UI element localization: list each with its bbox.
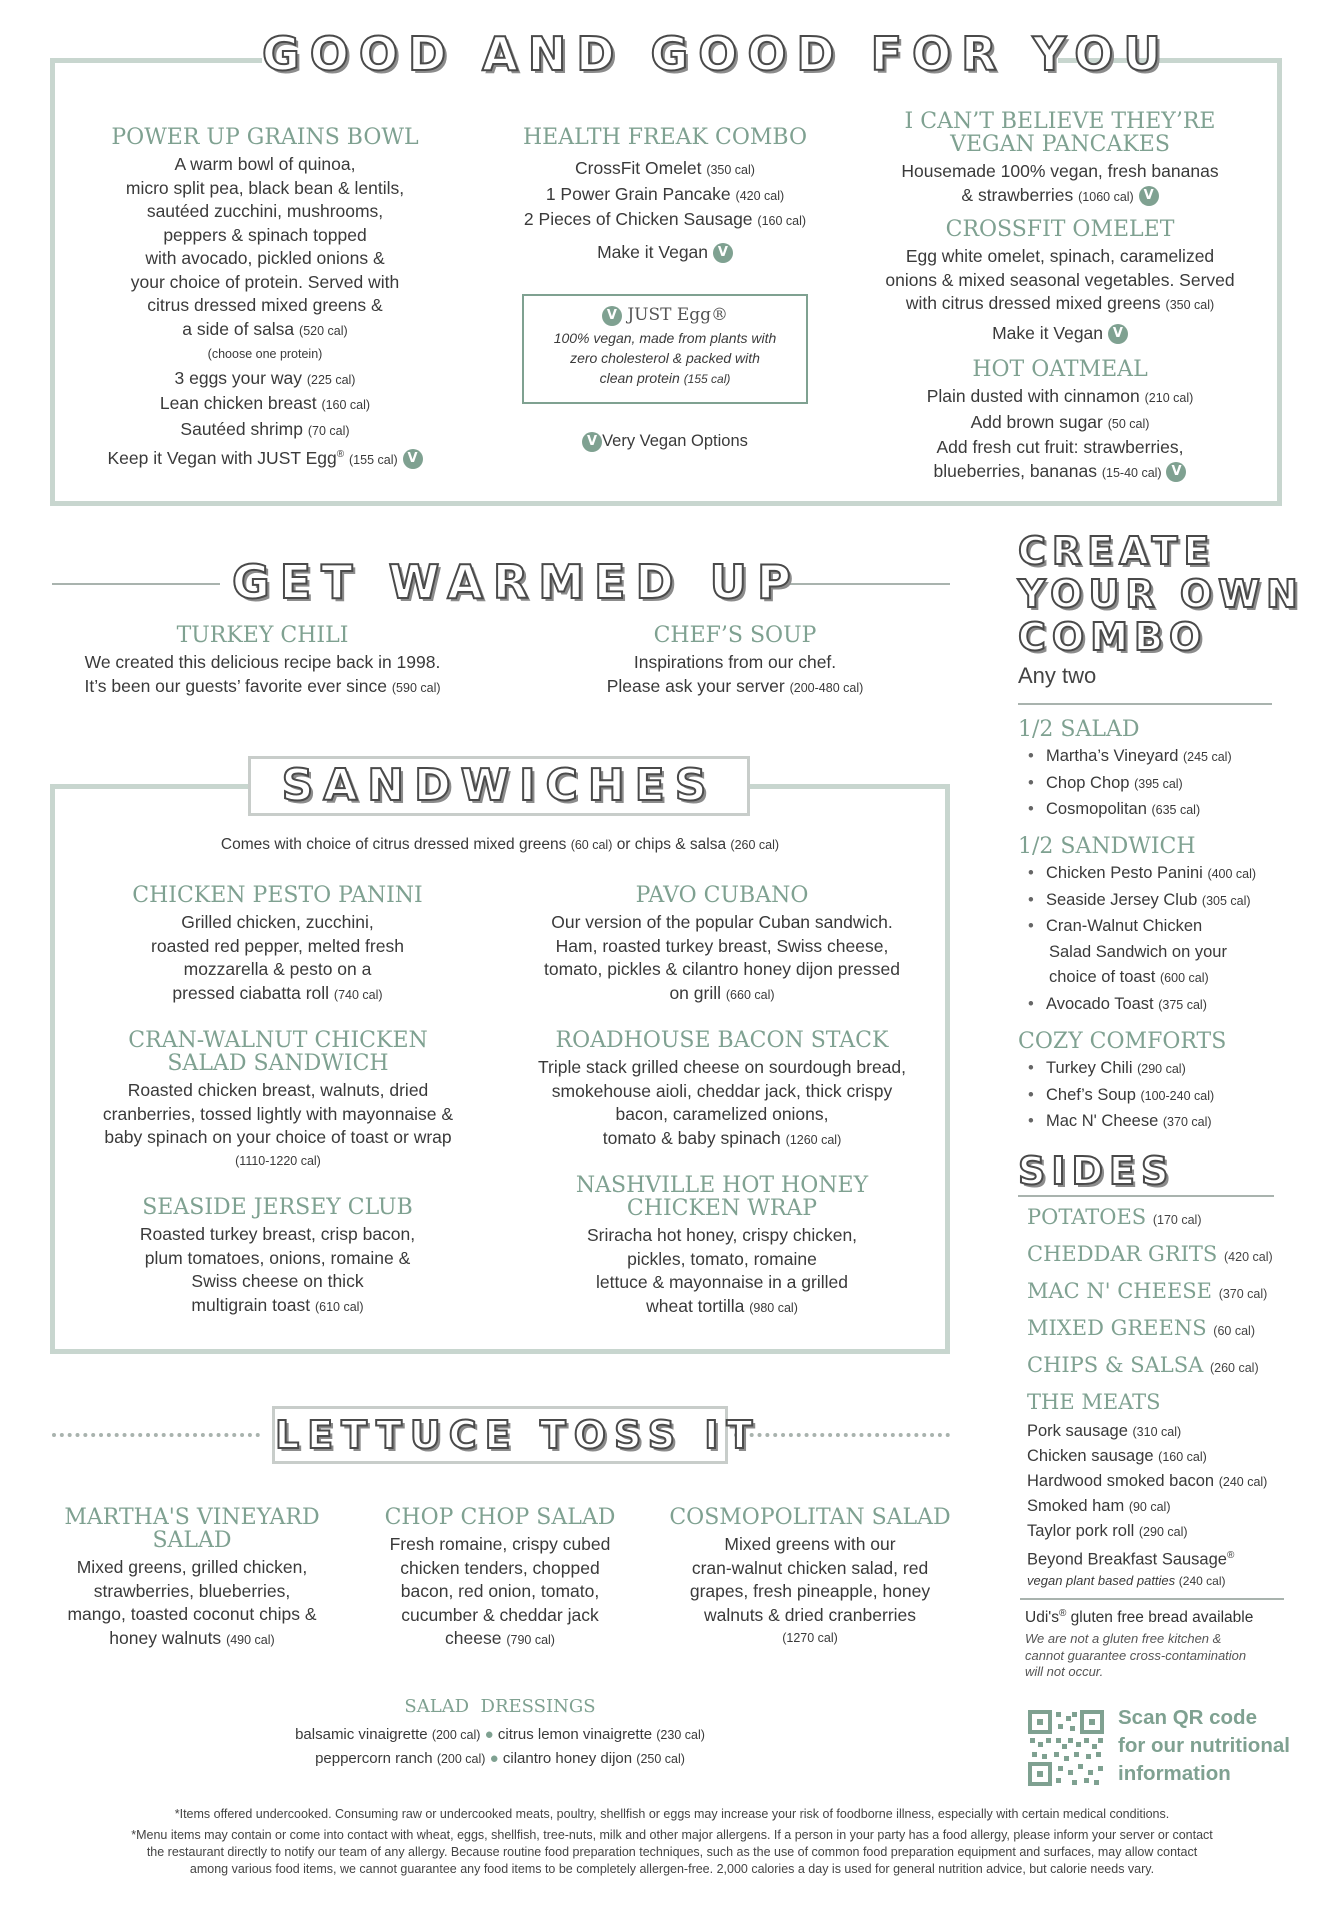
crossfit-title: CROSSFIT OMELET bbox=[945, 217, 1175, 242]
desc-line: sautéed zucchini, mushrooms, bbox=[146, 201, 384, 221]
list-item bbox=[1018, 888, 1318, 915]
sandwich-title: CHICKEN PESTO PANINI bbox=[132, 883, 423, 908]
footer-line: *Items offered undercooked. Consuming raw or undercooked meats, poultry, shellfish or eggs may increase your risk of foodborne illness, especially with certain medical conditions. bbox=[174, 1807, 1170, 1821]
registered-mark: ® bbox=[336, 449, 345, 460]
calorie-label: (375 cal) bbox=[1158, 997, 1207, 1012]
desc-line: cranberries, tossed lightly with mayonnaise & bbox=[102, 1103, 454, 1124]
calorie-label: (155 cal) bbox=[349, 452, 398, 467]
title-line: I CAN’T BELIEVE THEY’RE bbox=[904, 109, 1216, 134]
calorie-label: (350 cal) bbox=[1165, 298, 1215, 312]
desc-line: Ham, roasted turkey breast, Swiss cheese, bbox=[555, 935, 889, 956]
title-line: NASHVILLE HOT HONEY bbox=[575, 1173, 869, 1198]
desc-line: bacon, caramelized onions, bbox=[615, 1104, 829, 1124]
meat-name: Beyond Breakfast Sausage bbox=[1027, 1550, 1227, 1569]
combo-item: 1 Power Grain Pancake bbox=[545, 183, 731, 204]
desc-line: Roasted turkey breast, crisp bacon, bbox=[139, 1224, 416, 1244]
list-item bbox=[1018, 797, 1308, 824]
calorie-label: (370 cal) bbox=[1162, 1115, 1212, 1129]
pavo-cubano bbox=[512, 884, 932, 1007]
combo-divider bbox=[1018, 703, 1272, 705]
desc-line: Fresh romaine, crispy cubed bbox=[389, 1534, 611, 1554]
desc-line: Our version of the popular Cuban sandwich. bbox=[551, 912, 893, 932]
item-name: Chef’s Soup bbox=[1046, 1085, 1136, 1104]
title-line: SALAD bbox=[152, 1528, 232, 1553]
sandwiches-title: SANDWICHES bbox=[248, 756, 750, 816]
vegan-icon: V bbox=[713, 243, 733, 263]
calorie-label: (350 cal) bbox=[706, 163, 755, 177]
desc-line: plum tomatoes, onions, romaine & bbox=[144, 1247, 411, 1268]
sides-title: SIDES bbox=[1018, 1149, 1175, 1193]
title-line: VEGAN PANCAKES bbox=[950, 132, 1170, 157]
vegan-icon: V bbox=[403, 449, 423, 469]
dressing-item: peppercorn ranch bbox=[315, 1750, 433, 1767]
combo-subtitle: Any two bbox=[1018, 663, 1097, 688]
oatmeal-title: HOT OATMEAL bbox=[972, 357, 1148, 382]
just-egg-line: clean protein bbox=[599, 369, 680, 386]
desc-line: Housemade 100% vegan, fresh bananas bbox=[901, 161, 1219, 181]
desc-line: multigrain toast bbox=[191, 1294, 311, 1315]
sandwich-title bbox=[512, 1174, 932, 1220]
calorie-label: (400 cal) bbox=[1207, 867, 1257, 881]
just-egg-box bbox=[522, 294, 808, 404]
calorie-label: (60 cal) bbox=[570, 838, 613, 852]
desc-line: Grilled chicken, zucchini, bbox=[181, 912, 374, 932]
title-line: CRAN-WALNUT CHICKEN bbox=[128, 1028, 428, 1053]
desc-line: Sriracha hot honey, crispy chicken, bbox=[586, 1225, 858, 1245]
calorie-label: (635 cal) bbox=[1151, 803, 1201, 817]
half-salad-title: 1/2 SALAD bbox=[1018, 717, 1140, 742]
calorie-label: (15-40 cal) bbox=[1101, 465, 1162, 480]
calorie-label: (200 cal) bbox=[436, 1752, 486, 1766]
vegan-pancakes bbox=[865, 110, 1255, 209]
gluten-divider bbox=[1020, 1598, 1284, 1600]
gluten-line: We are not a gluten free kitchen & bbox=[1025, 1631, 1222, 1647]
combo-item: CrossFit Omelet bbox=[575, 158, 702, 178]
marthas-vineyard-salad bbox=[52, 1506, 332, 1652]
desc-line: smokehouse aioli, cheddar jack, thick crispy bbox=[551, 1080, 893, 1101]
calorie-label: (980 cal) bbox=[749, 1300, 798, 1315]
beyond-note: vegan plant based patties bbox=[1027, 1572, 1176, 1588]
desc-line: It’s been our guests’ favorite ever since bbox=[84, 675, 387, 696]
turkey-chili bbox=[60, 624, 465, 700]
salad-title bbox=[52, 1506, 332, 1552]
just-egg-line: zero cholesterol & packed with bbox=[570, 349, 760, 366]
power-up-grains-bowl bbox=[85, 126, 445, 472]
calorie-label: (160 cal) bbox=[757, 214, 807, 228]
chicken-pesto-panini bbox=[75, 884, 480, 1007]
desc-line: wheat tortilla bbox=[646, 1295, 745, 1316]
list-item bbox=[1018, 992, 1318, 1019]
footer-disclaimers bbox=[40, 1806, 1304, 1878]
lettuce-divider-right bbox=[734, 1433, 950, 1437]
hot-oatmeal bbox=[865, 358, 1255, 485]
calorie-label: (230 cal) bbox=[656, 1728, 705, 1742]
chefs-soup bbox=[530, 624, 940, 700]
gluten-title: gluten free bread available bbox=[1066, 1609, 1254, 1627]
desc-line: Please ask your server bbox=[606, 675, 785, 696]
intro-text: or chips & salsa bbox=[616, 836, 727, 853]
power-up-title: POWER UP GRAINS BOWL bbox=[111, 125, 419, 150]
desc-line: bacon, red onion, tomato, bbox=[400, 1581, 600, 1601]
very-vegan-legend bbox=[540, 430, 790, 454]
qr-caption-line: Scan QR code bbox=[1118, 1706, 1257, 1729]
desc-line: on grill bbox=[669, 982, 722, 1003]
desc-line: Roasted chicken breast, walnuts, dried bbox=[127, 1080, 429, 1100]
meat-item bbox=[1027, 1519, 1327, 1544]
just-egg-line: 100% vegan, made from plants with bbox=[553, 329, 777, 346]
make-vegan-label: Make it Vegan bbox=[992, 322, 1104, 343]
desc-line: roasted red pepper, melted fresh bbox=[151, 935, 404, 956]
just-egg-title: JUST Egg® bbox=[627, 305, 729, 325]
salad-dressings bbox=[200, 1696, 800, 1771]
title-line: COMBO bbox=[1018, 615, 1208, 659]
calorie-label: (610 cal) bbox=[314, 1299, 364, 1314]
desc-line: Plain dusted with cinnamon bbox=[926, 386, 1140, 406]
protein-option: Lean chicken breast bbox=[159, 393, 317, 413]
cozy-comforts bbox=[1018, 1030, 1318, 1136]
list-item bbox=[1018, 861, 1318, 888]
calorie-label: (240 cal) bbox=[1178, 1573, 1226, 1588]
vegan-icon: V bbox=[582, 432, 602, 452]
item-name: Seaside Jersey Club bbox=[1046, 890, 1198, 909]
calorie-label: (590 cal) bbox=[391, 680, 441, 695]
calorie-label: (260 cal) bbox=[730, 838, 780, 852]
qr-caption-line: information bbox=[1118, 1762, 1231, 1785]
make-vegan-label: Make it Vegan bbox=[597, 241, 709, 262]
item-name: choice of toast bbox=[1049, 968, 1156, 986]
calorie-label: (490 cal) bbox=[226, 1632, 275, 1647]
seaside-jersey-club bbox=[75, 1196, 480, 1319]
calorie-label: (245 cal) bbox=[1182, 750, 1232, 764]
list-item bbox=[1018, 771, 1308, 798]
calorie-label: (250 cal) bbox=[636, 1752, 685, 1766]
registered-mark: ® bbox=[1226, 1550, 1235, 1561]
footer-line: the restaurant directly to notify our team of any allergy. Because routine food preparation techniques, such as the use of common food preparation equipment and surfaces, may allow contact bbox=[146, 1845, 1198, 1859]
desc-line: Add fresh cut fruit: strawberries, bbox=[936, 437, 1184, 457]
calorie-label: (1270 cal) bbox=[782, 1631, 838, 1645]
desc-line: We created this delicious recipe back in 1998. bbox=[84, 652, 441, 672]
cran-walnut-chicken-salad-sandwich bbox=[68, 1029, 488, 1173]
calorie-label: (740 cal) bbox=[333, 987, 383, 1002]
calorie-label: (1110-1220 cal) bbox=[235, 1153, 321, 1168]
vegan-icon: V bbox=[1166, 462, 1186, 482]
desc-line: mozzarella & pesto on a bbox=[183, 959, 372, 979]
desc-line: Swiss cheese on thick bbox=[191, 1271, 364, 1291]
side-name: CHEDDAR GRITS bbox=[1027, 1242, 1218, 1266]
item-name: Avocado Toast bbox=[1046, 994, 1154, 1013]
calorie-label: (520 cal) bbox=[299, 323, 348, 338]
calorie-label: (170 cal) bbox=[1152, 1213, 1202, 1227]
desc-line: with avocado, pickled onions & bbox=[145, 248, 385, 268]
calorie-label: (1260 cal) bbox=[785, 1132, 842, 1147]
desc-line: peppers & spinach topped bbox=[163, 224, 367, 245]
item-name: Salad Sandwich on your bbox=[1049, 942, 1227, 961]
desc-line: cucumber & cheddar jack bbox=[401, 1604, 599, 1625]
calorie-label: (90 cal) bbox=[1128, 1500, 1171, 1514]
desc-line: Add brown sugar bbox=[970, 411, 1103, 432]
turkey-chili-title: TURKEY CHILI bbox=[176, 623, 349, 648]
crossfit-omelet bbox=[865, 218, 1255, 345]
warm-divider-right bbox=[778, 583, 950, 585]
calorie-label: (60 cal) bbox=[1213, 1324, 1255, 1338]
desc-line: Mixed greens with our bbox=[724, 1534, 896, 1554]
vegan-icon: V bbox=[1139, 186, 1159, 206]
item-name: Cosmopolitan bbox=[1046, 800, 1147, 818]
choose-protein-note: (choose one protein) bbox=[207, 347, 323, 361]
meat-item bbox=[1027, 1469, 1327, 1494]
gluten-free-note bbox=[1025, 1608, 1305, 1681]
cozy-comforts-title: COZY COMFORTS bbox=[1018, 1029, 1227, 1054]
desc-line: mango, toasted coconut chips & bbox=[67, 1604, 317, 1624]
meat-name: Pork sausage bbox=[1027, 1422, 1128, 1440]
desc-line: & strawberries bbox=[961, 184, 1074, 205]
protein-option: Sautéed shrimp bbox=[180, 418, 303, 439]
vegan-pancakes-title bbox=[865, 110, 1255, 156]
item-name: Chicken Pesto Panini bbox=[1046, 864, 1203, 882]
very-vegan-label: Very Vegan Options bbox=[602, 432, 748, 450]
desc-line: strawberries, blueberries, bbox=[93, 1580, 291, 1601]
calorie-label: (305 cal) bbox=[1201, 893, 1251, 908]
calorie-label: (260 cal) bbox=[1209, 1361, 1259, 1375]
calorie-label: (200 cal) bbox=[431, 1728, 481, 1742]
meat-item bbox=[1027, 1494, 1327, 1519]
desc-line: honey walnuts bbox=[109, 1627, 222, 1648]
calorie-label: (70 cal) bbox=[307, 423, 350, 438]
calorie-label: (155 cal) bbox=[683, 371, 731, 386]
calorie-label: (600 cal) bbox=[1160, 971, 1209, 985]
qr-caption bbox=[1118, 1704, 1318, 1788]
sandwich-title bbox=[68, 1029, 488, 1075]
title-line: SALAD SANDWICH bbox=[167, 1051, 389, 1076]
salad-title: CHOP CHOP SALAD bbox=[384, 1505, 616, 1530]
desc-line: your choice of protein. Served with bbox=[130, 271, 400, 292]
desc-line: baby spinach on your choice of toast or wrap bbox=[104, 1127, 452, 1147]
list-item bbox=[1018, 914, 1318, 992]
desc-line: pressed ciabatta roll bbox=[172, 982, 330, 1003]
sides-list bbox=[1027, 1200, 1327, 1590]
calorie-label: (200-480 cal) bbox=[789, 680, 864, 695]
meat-name: Taylor pork roll bbox=[1027, 1522, 1135, 1540]
dressing-item: cilantro honey dijon bbox=[502, 1750, 633, 1767]
registered-mark: ® bbox=[1058, 1608, 1067, 1619]
side-name: MAC N' CHEESE bbox=[1027, 1279, 1212, 1303]
nashville-hot-honey-chicken-wrap bbox=[512, 1174, 932, 1320]
side-name: CHIPS & SALSA bbox=[1027, 1353, 1204, 1377]
meat-item bbox=[1027, 1444, 1327, 1469]
desc-line: lettuce & mayonnaise in a grilled bbox=[596, 1272, 848, 1292]
title-line: MARTHA'S VINEYARD bbox=[64, 1505, 320, 1530]
side-item bbox=[1027, 1348, 1327, 1385]
list-item bbox=[1018, 744, 1308, 771]
combo-item: 2 Pieces of Chicken Sausage bbox=[523, 209, 753, 229]
dressing-item: balsamic vinaigrette bbox=[295, 1726, 428, 1743]
desc-line: tomato, pickles & cilantro honey dijon pressed bbox=[543, 959, 901, 979]
side-name: POTATOES bbox=[1027, 1205, 1147, 1229]
item-name: Mac N' Cheese bbox=[1046, 1112, 1159, 1130]
chefs-soup-title: CHEF’S SOUP bbox=[653, 623, 817, 648]
side-item bbox=[1027, 1200, 1327, 1237]
qr-caption-line: for our nutritional bbox=[1118, 1734, 1290, 1757]
vegan-icon: V bbox=[1108, 324, 1128, 344]
warm-section-title: GET WARMED UP bbox=[232, 555, 801, 609]
calorie-label: (100-240 cal) bbox=[1140, 1088, 1215, 1103]
side-name: MIXED GREENS bbox=[1027, 1316, 1207, 1340]
desc-line: chicken tenders, chopped bbox=[400, 1557, 600, 1578]
sandwich-title: SEASIDE JERSEY CLUB bbox=[142, 1195, 413, 1220]
calorie-label: (50 cal) bbox=[1107, 416, 1150, 431]
desc-line: Mixed greens, grilled chicken, bbox=[76, 1557, 308, 1577]
desc-line: grapes, fresh pineapple, honey bbox=[689, 1581, 931, 1601]
sandwiches-intro bbox=[60, 833, 940, 858]
calorie-label: (210 cal) bbox=[1144, 391, 1194, 405]
meat-item bbox=[1027, 1544, 1327, 1572]
item-name: Martha’s Vineyard bbox=[1046, 747, 1179, 765]
power-up-description bbox=[85, 153, 445, 472]
sandwich-title: ROADHOUSE BACON STACK bbox=[555, 1028, 889, 1053]
desc-line: a side of salsa bbox=[182, 318, 295, 339]
item-name: Chop Chop bbox=[1046, 773, 1130, 792]
protein-option: Keep it Vegan with JUST Egg bbox=[107, 447, 337, 468]
desc-line: pickles, tomato, romaine bbox=[627, 1248, 817, 1269]
gluten-line: cannot guarantee cross-contamination bbox=[1025, 1647, 1247, 1663]
desc-line: blueberries, bananas bbox=[933, 460, 1097, 481]
calorie-label: (420 cal) bbox=[735, 188, 785, 203]
side-item bbox=[1027, 1237, 1327, 1274]
sides-divider bbox=[1018, 1195, 1274, 1197]
meat-name: Hardwood smoked bacon bbox=[1027, 1472, 1215, 1490]
chop-chop-salad bbox=[365, 1506, 635, 1653]
list-item bbox=[1018, 1056, 1318, 1083]
item-name: • Cran-Walnut Chicken bbox=[1046, 917, 1203, 935]
intro-text: Comes with choice of citrus dressed mixed greens bbox=[220, 836, 567, 853]
calorie-label: (420 cal) bbox=[1224, 1250, 1273, 1264]
desc-line: A warm bowl of quinoa, bbox=[174, 154, 356, 174]
desc-line: citrus dressed mixed greens & bbox=[147, 295, 383, 315]
calorie-label: (290 cal) bbox=[1138, 1525, 1188, 1539]
create-combo-title bbox=[1018, 530, 1304, 659]
desc-line: tomato & baby spinach bbox=[602, 1127, 781, 1148]
calorie-label: (310 cal) bbox=[1132, 1425, 1182, 1439]
calorie-label: (160 cal) bbox=[1158, 1450, 1207, 1464]
meats-title: THE MEATS bbox=[1027, 1390, 1161, 1414]
desc-line: Inspirations from our chef. bbox=[633, 652, 837, 672]
qr-code-icon[interactable] bbox=[1028, 1710, 1104, 1786]
salad-title: COSMOPOLITAN SALAD bbox=[669, 1505, 951, 1530]
list-item bbox=[1018, 1109, 1318, 1136]
footer-line: among various food items, we cannot guarantee any food items to be completely allergen-free. 2,000 calories a day is used for general nutrition advice, but calorie needs vary. bbox=[189, 1862, 1155, 1876]
gluten-title: Udi's bbox=[1025, 1609, 1059, 1627]
desc-line: cheese bbox=[445, 1628, 502, 1648]
calorie-label: (370 cal) bbox=[1218, 1287, 1268, 1301]
calorie-label: (160 cal) bbox=[321, 398, 371, 412]
dressing-item: citrus lemon vinaigrette bbox=[497, 1726, 653, 1743]
desc-line: walnuts & dried cranberries bbox=[703, 1604, 917, 1625]
desc-line: with citrus dressed mixed greens bbox=[905, 293, 1161, 313]
lettuce-divider-left bbox=[52, 1433, 260, 1437]
meat-name: Chicken sausage bbox=[1027, 1447, 1154, 1465]
meat-item bbox=[1027, 1419, 1327, 1444]
bullet-separator: ● bbox=[484, 1726, 494, 1743]
half-salad bbox=[1018, 718, 1308, 824]
title-line: CHICKEN WRAP bbox=[626, 1196, 818, 1221]
desc-line: onions & mixed seasonal vegetables. Served bbox=[885, 269, 1235, 290]
gluten-line: will not occur. bbox=[1025, 1664, 1104, 1680]
meat-name: Smoked ham bbox=[1027, 1497, 1125, 1515]
title-line: YOUR OWN bbox=[1018, 572, 1304, 616]
bullet-separator: ● bbox=[489, 1750, 499, 1767]
health-freak-combo bbox=[500, 126, 830, 264]
calorie-label: (240 cal) bbox=[1218, 1475, 1268, 1489]
dressings-title: SALAD DRESSINGS bbox=[404, 1696, 596, 1717]
side-item bbox=[1027, 1274, 1327, 1311]
desc-line: cran-walnut chicken salad, red bbox=[691, 1557, 929, 1578]
desc-line: Triple stack grilled cheese on sourdough bread, bbox=[537, 1057, 907, 1077]
item-name: Turkey Chili bbox=[1046, 1059, 1133, 1077]
cosmopolitan-salad bbox=[660, 1506, 960, 1651]
protein-option: 3 eggs your way bbox=[174, 367, 302, 388]
list-item bbox=[1018, 1083, 1318, 1110]
calorie-label: (395 cal) bbox=[1134, 776, 1183, 791]
calorie-label: (225 cal) bbox=[306, 372, 356, 387]
desc-line: Egg white omelet, spinach, caramelized bbox=[905, 246, 1215, 266]
roadhouse-bacon-stack bbox=[512, 1029, 932, 1152]
title-line: CREATE bbox=[1018, 529, 1216, 573]
calorie-label: (290 cal) bbox=[1137, 1062, 1186, 1076]
calorie-label: (1060 cal) bbox=[1078, 189, 1134, 204]
health-freak-title: HEALTH FREAK COMBO bbox=[522, 125, 807, 150]
desc-line: micro split pea, black bean & lentils, bbox=[125, 177, 405, 198]
half-sandwich bbox=[1018, 835, 1318, 1018]
half-sandwich-title: 1/2 SANDWICH bbox=[1018, 834, 1196, 859]
footer-line: *Menu items may contain or come into contact with wheat, eggs, shellfish, tree-nuts, milk and other major allergens. If a person in your party has a food allergy, please inform your server or contact bbox=[131, 1828, 1213, 1842]
sandwich-title: PAVO CUBANO bbox=[635, 883, 809, 908]
side-item bbox=[1027, 1311, 1327, 1348]
vegan-icon: V bbox=[602, 306, 622, 326]
warm-divider-left bbox=[52, 583, 220, 585]
calorie-label: (660 cal) bbox=[725, 987, 775, 1002]
lettuce-section-title: LETTUCE TOSS IT bbox=[272, 1406, 728, 1464]
good-section-title: GOOD AND GOOD FOR YOU bbox=[262, 27, 1171, 81]
calorie-label: (790 cal) bbox=[506, 1633, 555, 1647]
